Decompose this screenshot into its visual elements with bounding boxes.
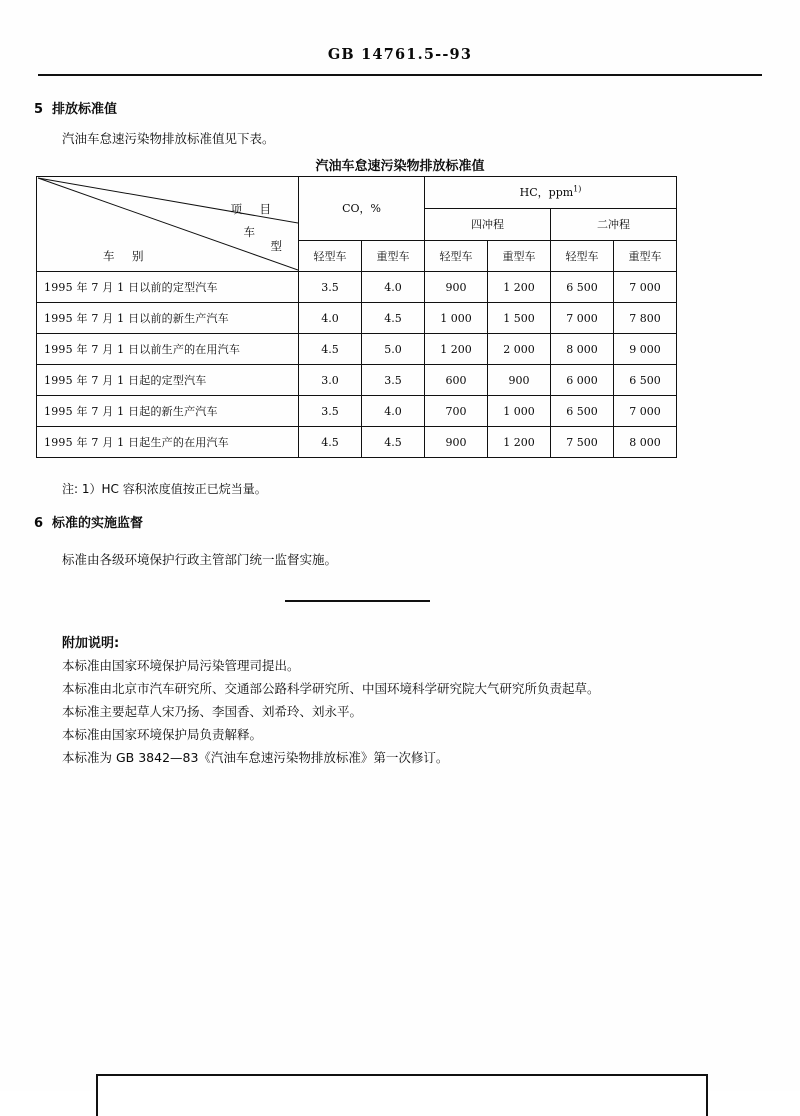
header-hc-label: HC，ppm <box>519 186 574 200</box>
cell: 900 <box>425 272 488 303</box>
corner-label-kind: 车 别 <box>103 249 147 263</box>
table-row <box>37 272 677 303</box>
header-two-stroke: 二冲程 <box>551 208 677 240</box>
cell: 4.5 <box>362 427 425 458</box>
table-caption: 汽油车怠速污染物排放标准值 <box>315 159 485 174</box>
cell: 4.5 <box>299 427 362 458</box>
cell: 6 500 <box>614 365 677 396</box>
section-divider <box>285 600 430 602</box>
section-6-intro: 标准由各级环境保护行政主管部门统一监督实施。 <box>62 552 338 567</box>
cell: 6 500 <box>551 396 614 427</box>
header-divider <box>38 74 762 76</box>
diagonal-lines <box>37 177 299 271</box>
subheader-co-light: 轻型车 <box>299 240 362 271</box>
row-label: 1995 年 7 月 1 日以前生产的在用汽车 <box>37 334 299 365</box>
cell: 1 000 <box>488 396 551 427</box>
table-row <box>37 427 677 458</box>
page-header <box>38 44 762 63</box>
cell: 4.0 <box>362 396 425 427</box>
cell: 6 500 <box>551 272 614 303</box>
cell: 900 <box>425 427 488 458</box>
corner-label-vehicle: 车 <box>243 225 258 239</box>
cell: 7 500 <box>551 427 614 458</box>
table-footnote: 注: 1）HC 容积浓度值按正已烷当量。 <box>62 482 267 496</box>
cell: 3.5 <box>362 365 425 396</box>
row-label: 1995 年 7 月 1 日以前的定型汽车 <box>37 272 299 303</box>
header-co <box>299 177 425 241</box>
cell: 4.0 <box>299 303 362 334</box>
cell: 4.5 <box>362 303 425 334</box>
corner-label-type: 型 <box>270 239 282 253</box>
subheader-hc4-heavy: 重型车 <box>488 240 551 271</box>
cell: 5.0 <box>362 334 425 365</box>
cell: 7 000 <box>614 272 677 303</box>
header-hc <box>425 177 677 209</box>
header-four-stroke: 四冲程 <box>425 208 551 240</box>
subheader-hc2-heavy: 重型车 <box>614 240 677 271</box>
cell: 8 000 <box>551 334 614 365</box>
section-6-number: 6 <box>34 516 44 531</box>
cell: 7 800 <box>614 303 677 334</box>
section-6-heading <box>34 512 143 531</box>
cell: 3.0 <box>299 365 362 396</box>
cell: 8 000 <box>614 427 677 458</box>
subheader-hc2-light: 轻型车 <box>551 240 614 271</box>
row-label: 1995 年 7 月 1 日起的新生产汽车 <box>37 396 299 427</box>
cell: 1 000 <box>425 303 488 334</box>
cell: 3.5 <box>299 272 362 303</box>
cell: 4.0 <box>362 272 425 303</box>
cell: 1 200 <box>488 272 551 303</box>
table-row <box>37 365 677 396</box>
table-corner-cell <box>37 177 299 272</box>
emission-table-wrapper <box>36 176 676 458</box>
appendix-line: 本标准由北京市汽车研究所、交通部公路科学研究所、中国环境科学研究院大气研究所负责起草。 <box>62 681 600 696</box>
row-label: 1995 年 7 月 1 日起的定型汽车 <box>37 365 299 396</box>
cell: 2 000 <box>488 334 551 365</box>
header-hc-footnote-mark: 1) <box>573 184 582 194</box>
cell: 1 200 <box>425 334 488 365</box>
emission-standards-table <box>36 176 677 458</box>
header-co-label: CO，% <box>342 202 381 216</box>
cell: 7 000 <box>614 396 677 427</box>
cell: 6 000 <box>551 365 614 396</box>
section-5-title: 排放标准值 <box>52 102 118 117</box>
section-5-intro: 汽油车怠速污染物排放标准值见下表。 <box>62 131 275 146</box>
appendix-title: 附加说明: <box>62 636 120 651</box>
appendix-line: 本标准由国家环境保护局负责解释。 <box>62 727 263 742</box>
subheader-co-heavy: 重型车 <box>362 240 425 271</box>
cell: 900 <box>488 365 551 396</box>
section-6-title: 标准的实施监督 <box>52 516 144 531</box>
cell: 4.5 <box>299 334 362 365</box>
row-label: 1995 年 7 月 1 日起生产的在用汽车 <box>37 427 299 458</box>
cell: 600 <box>425 365 488 396</box>
standard-code: GB 14761.5--93 <box>327 46 473 63</box>
bottom-frame <box>96 1074 708 1116</box>
cell: 3.5 <box>299 396 362 427</box>
cell: 700 <box>425 396 488 427</box>
corner-label-item: 项 目 <box>230 202 274 216</box>
appendix-line: 本标准主要起草人宋乃扬、李国香、刘希玲、刘永平。 <box>62 704 363 719</box>
cell: 7 000 <box>551 303 614 334</box>
cell: 1 200 <box>488 427 551 458</box>
subheader-hc4-light: 轻型车 <box>425 240 488 271</box>
table-header-row-1 <box>37 177 677 209</box>
section-5-number: 5 <box>34 102 44 117</box>
appendix-line: 本标准由国家环境保护局污染管理司提出。 <box>62 658 300 673</box>
table-row <box>37 303 677 334</box>
row-label: 1995 年 7 月 1 日以前的新生产汽车 <box>37 303 299 334</box>
table-row <box>37 396 677 427</box>
cell: 1 500 <box>488 303 551 334</box>
table-row <box>37 334 677 365</box>
appendix-line: 本标准为 GB 3842—83《汽油车怠速污染物排放标准》第一次修订。 <box>62 750 449 765</box>
cell: 9 000 <box>614 334 677 365</box>
section-5-heading <box>34 98 117 117</box>
